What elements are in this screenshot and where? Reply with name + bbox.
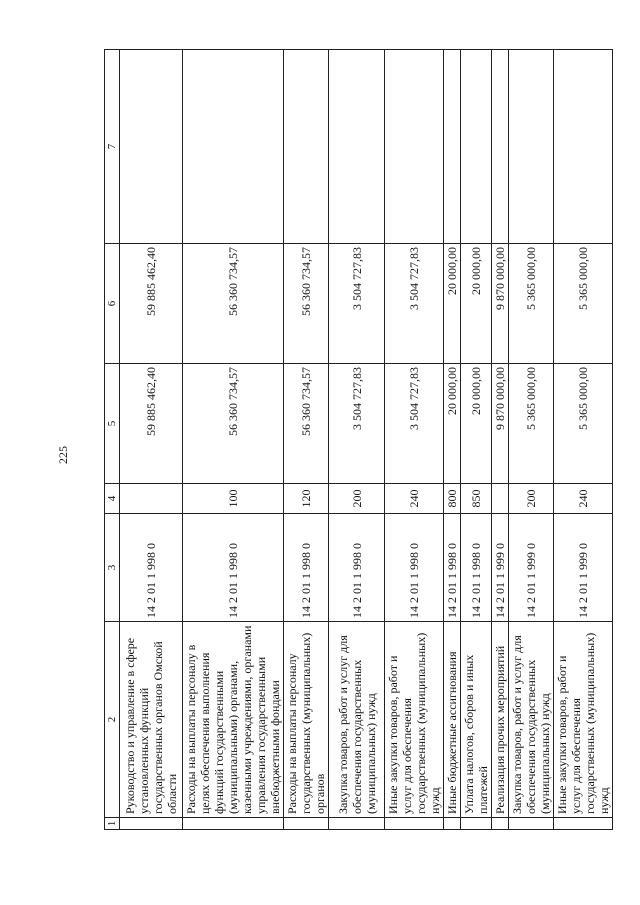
cell-c3: 14 2 01 1 999 0	[492, 514, 509, 622]
table-row	[554, 50, 613, 830]
cell-c5: 5 365 000,00	[509, 364, 554, 484]
cell-c3: 14 2 01 1 999 0	[509, 514, 554, 622]
table-row	[509, 50, 554, 830]
header-cell: 5	[105, 364, 120, 484]
cell-c2: Иные закупки товаров, работ и услуг для обеспечения государственных (муниципальных) нужд	[385, 622, 444, 818]
table-row	[284, 50, 329, 830]
cell-c1	[509, 818, 554, 830]
table-row	[444, 50, 461, 830]
cell-c3: 14 2 01 1 998 0	[385, 514, 444, 622]
cell-c4: 240	[554, 484, 613, 514]
cell-c7	[284, 50, 329, 244]
cell-c3: 14 2 01 1 998 0	[461, 514, 492, 622]
header-cell: 1	[105, 818, 120, 830]
cell-c5: 56 360 734,57	[284, 364, 329, 484]
cell-c5: 3 504 727,83	[329, 364, 385, 484]
cell-c2: Руководство и управление в сфере установленных функций государственных органов Омской области	[120, 622, 183, 818]
cell-c1	[461, 818, 492, 830]
cell-c1	[120, 818, 183, 830]
cell-c7	[329, 50, 385, 244]
table-row	[492, 50, 509, 830]
cell-c2: Иные бюджетные ассигнования	[444, 622, 461, 818]
budget-table	[104, 49, 613, 830]
cell-c1	[183, 818, 284, 830]
cell-c6: 5 365 000,00	[554, 244, 613, 364]
cell-c6: 3 504 727,83	[385, 244, 444, 364]
header-cell: 6	[105, 244, 120, 364]
cell-c3: 14 2 01 1 999 0	[554, 514, 613, 622]
table-row	[183, 50, 284, 830]
cell-c6: 59 885 462,40	[120, 244, 183, 364]
cell-c1	[492, 818, 509, 830]
header-cell: 3	[105, 514, 120, 622]
cell-c3: 14 2 01 1 998 0	[329, 514, 385, 622]
cell-c3: 14 2 01 1 998 0	[284, 514, 329, 622]
cell-c6: 5 365 000,00	[509, 244, 554, 364]
cell-c4: 120	[284, 484, 329, 514]
cell-c2: Иные закупки товаров, работ и услуг для обеспечения государственных (муниципальных) нужд	[554, 622, 613, 818]
table-row	[329, 50, 385, 830]
cell-c4	[120, 484, 183, 514]
cell-c5: 20 000,00	[461, 364, 492, 484]
cell-c4: 200	[329, 484, 385, 514]
cell-c5: 20 000,00	[444, 364, 461, 484]
cell-c1	[385, 818, 444, 830]
cell-c2: Расходы на выплаты персоналу государственных (муниципальных) органов	[284, 622, 329, 818]
page-number: 225	[56, 446, 70, 464]
cell-c2: Реализация прочих мероприятий	[492, 622, 509, 818]
cell-c1	[444, 818, 461, 830]
cell-c1	[329, 818, 385, 830]
cell-c2: Закупка товаров, работ и услуг для обеспечения государственных (муниципальных) нужд	[329, 622, 385, 818]
cell-c2: Закупка товаров, работ и услуг для обеспечения государственных (муниципальных) нужд	[509, 622, 554, 818]
cell-c6: 20 000,00	[444, 244, 461, 364]
cell-c4: 850	[461, 484, 492, 514]
header-cell: 7	[105, 50, 120, 244]
cell-c4: 240	[385, 484, 444, 514]
cell-c7	[492, 50, 509, 244]
cell-c7	[120, 50, 183, 244]
table-row	[461, 50, 492, 830]
cell-c7	[509, 50, 554, 244]
header-cell: 4	[105, 484, 120, 514]
cell-c5: 3 504 727,83	[385, 364, 444, 484]
cell-c4: 800	[444, 484, 461, 514]
table-row	[385, 50, 444, 830]
cell-c5: 59 885 462,40	[120, 364, 183, 484]
cell-c3: 14 2 01 1 998 0	[120, 514, 183, 622]
rotated-table-container	[104, 50, 611, 830]
cell-c5: 56 360 734,57	[183, 364, 284, 484]
cell-c6: 9 870 000,00	[492, 244, 509, 364]
cell-c7	[183, 50, 284, 244]
cell-c7	[385, 50, 444, 244]
cell-c4: 100	[183, 484, 284, 514]
cell-c1	[284, 818, 329, 830]
cell-c1	[554, 818, 613, 830]
cell-c7	[554, 50, 613, 244]
cell-c6: 20 000,00	[461, 244, 492, 364]
cell-c6: 56 360 734,57	[284, 244, 329, 364]
header-row	[105, 50, 120, 830]
cell-c6: 3 504 727,83	[329, 244, 385, 364]
cell-c3: 14 2 01 1 998 0	[183, 514, 284, 622]
cell-c4	[492, 484, 509, 514]
table-row	[120, 50, 183, 830]
cell-c2: Уплата налогов, сборов и иных платежей	[461, 622, 492, 818]
cell-c5: 9 870 000,00	[492, 364, 509, 484]
cell-c4: 200	[509, 484, 554, 514]
cell-c3: 14 2 01 1 998 0	[444, 514, 461, 622]
cell-c2: Расходы на выплаты персоналу в целях обеспечения выполнения функций государственными (муниципальными) органами, казенными учреждениями, органами управления государственными внебюджетными фондами	[183, 622, 284, 818]
header-cell: 2	[105, 622, 120, 818]
cell-c5: 5 365 000,00	[554, 364, 613, 484]
cell-c7	[461, 50, 492, 244]
cell-c7	[444, 50, 461, 244]
cell-c6: 56 360 734,57	[183, 244, 284, 364]
